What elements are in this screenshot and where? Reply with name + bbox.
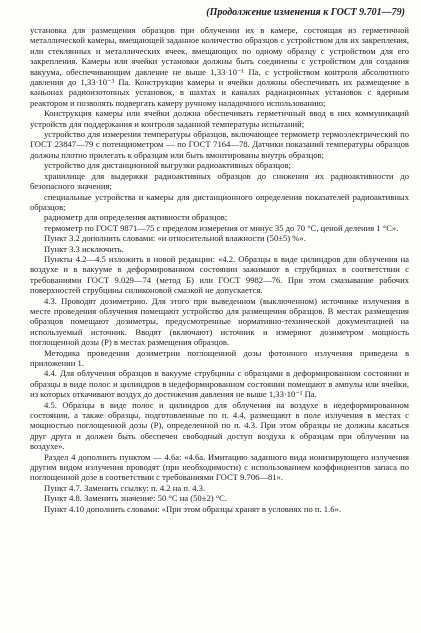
paragraph: Пункт 3.3 исключить. — [44, 243, 124, 254]
document-body — [30, 25, 409, 514]
paragraph: 4.3. Проводят дозиметрию. Для этого при выведенном (выключенном) источнике излучения в месте проведения облучения помещают устройство для размещения образцов. В местах размещения образцов помещают дозиметры, предусмотренные нормативно-технической документацией на используемый источник. Вводят (включают) источник и измеряют дозиметром мощность поглощенной дозы (Р) в местах размещения образцов. — [30, 295, 409, 348]
paragraph: Методика проведения дозиметрии поглощенной дозы фотонного излучения приведена в приложении 1. — [30, 347, 409, 368]
paragraph: 4.4. Для облучения образцов в вакууме струбцины с образцами в деформированном состоянии и образцы в виде полос и цилиндров в недеформированном состоянии помещают в ампулы или ячейки, из которых откачивают воздух до достижения давления не выше 1,33·10⁻¹ Па. — [30, 368, 409, 400]
paragraph: термометр по ГОСТ 9871—75 с пределом измерения от минус 35 до 70 °С, ценой деления 1 °С». — [44, 222, 399, 233]
paragraph: Пункт 4.8. Заменить значение: 50 °С на (50±2) °С. — [44, 493, 228, 504]
paragraph: 4.5. Образцы в виде полос и цилиндров для облучения на воздухе в недеформированном состоянии, а также образцы, подготовленные по п. 4.4, размещают в поле излучения в местах с мощностью поглощенной дозы (Р), определенной по п. 4.3. При этом образцы не должны касаться друг друга и должен быть обеспечен свободный доступ воздуха к образцам при облучении на воздухе». — [30, 399, 409, 452]
paragraph: устройство для дистанционной выгрузки радиоактивных образцов; — [44, 160, 291, 171]
paragraph: установка для размещения образцов при облучении их в камере, состоящая из герметичной металлической камеры, вмещающей заданное количество образцов с устройством для их закрепления, или стеклянных и металлических ячеек, вмещающих по одному образцу с устройством для его закрепления. Камеры или ячейки установки должны быть соединены с устройством для создания вакуума, обеспечивающим давление не выше 1,33·10⁻¹ Па, с устройством контроля абсолютного давления до 1,33·10⁻³ Па. Конструкции камеры и ячейки должны обеспечивать их размещение в каньонах радиоизотопных установок, в шахтах и каналах радиационных установок с ядерным реактором и позволять подвергать камеру ручному наладочного использованию; — [30, 25, 409, 108]
paragraph: Пункт 4.10 дополнить словами: «При этом образцы хранят в условиях по п. 1.6». — [44, 503, 341, 514]
page-header: (Продолжение изменения к ГОСТ 9.701—79) — [206, 7, 405, 18]
paragraph: Пункт 4.7. Заменить ссылку: п. 4.2 на п. 4.3. — [44, 482, 206, 493]
paragraph: радиометр для определения активности образцов; — [44, 212, 228, 223]
paragraph: специальные устройства и камеры для дистанционного определения показателей радиоактивных образцов; — [30, 191, 409, 212]
paragraph: Раздел 4 дополнить пунктом — 4.6а: «4.6а. Имитацию заданного вида ионизирующего излучения другим видом излучения проводят (при необходимости) с использованием коэффициентов запаса по поглощенной дозе в соответствии с требованиями ГОСТ 9.706—81». — [30, 451, 409, 483]
paragraph: хранилище для выдержки радиоактивных образцов до снижения их радиоактивности до безопасного значения; — [30, 170, 409, 192]
paragraph: Пункт 3.2 дополнить словами: «и относительной влажности (50±5) %». — [44, 233, 306, 244]
paragraph: Конструкция камеры или ячейки должна обеспечивать герметичный ввод в них коммуникаций устройств для поддержания и контроля заданной температуры испытаний; — [30, 108, 409, 129]
paragraph: устройство для измерения температуры образцов, включающее термометр термоэлектрический по ГОСТ 23847—79 с потенциометром — по ГОСТ 7164—78. Датчики показаний температуры образцов должны плотно прилегать к образцам или быть вмонтированы внутрь образцов; — [30, 129, 409, 160]
paragraph: Пункты 4.2—4.5 изложить в новой редакции: «4.2. Образцы в виде цилиндров для облучения на воздухе и в вакууме в деформированном состоянии зажимают в струбцинах в соответствии с требованиями ГОСТ 9.029—74 (метод Б) или ГОСТ 9982—76. При этом смазывание рабочих поверхностей струбцины силиконовой смазкой не допускается. — [30, 253, 409, 296]
